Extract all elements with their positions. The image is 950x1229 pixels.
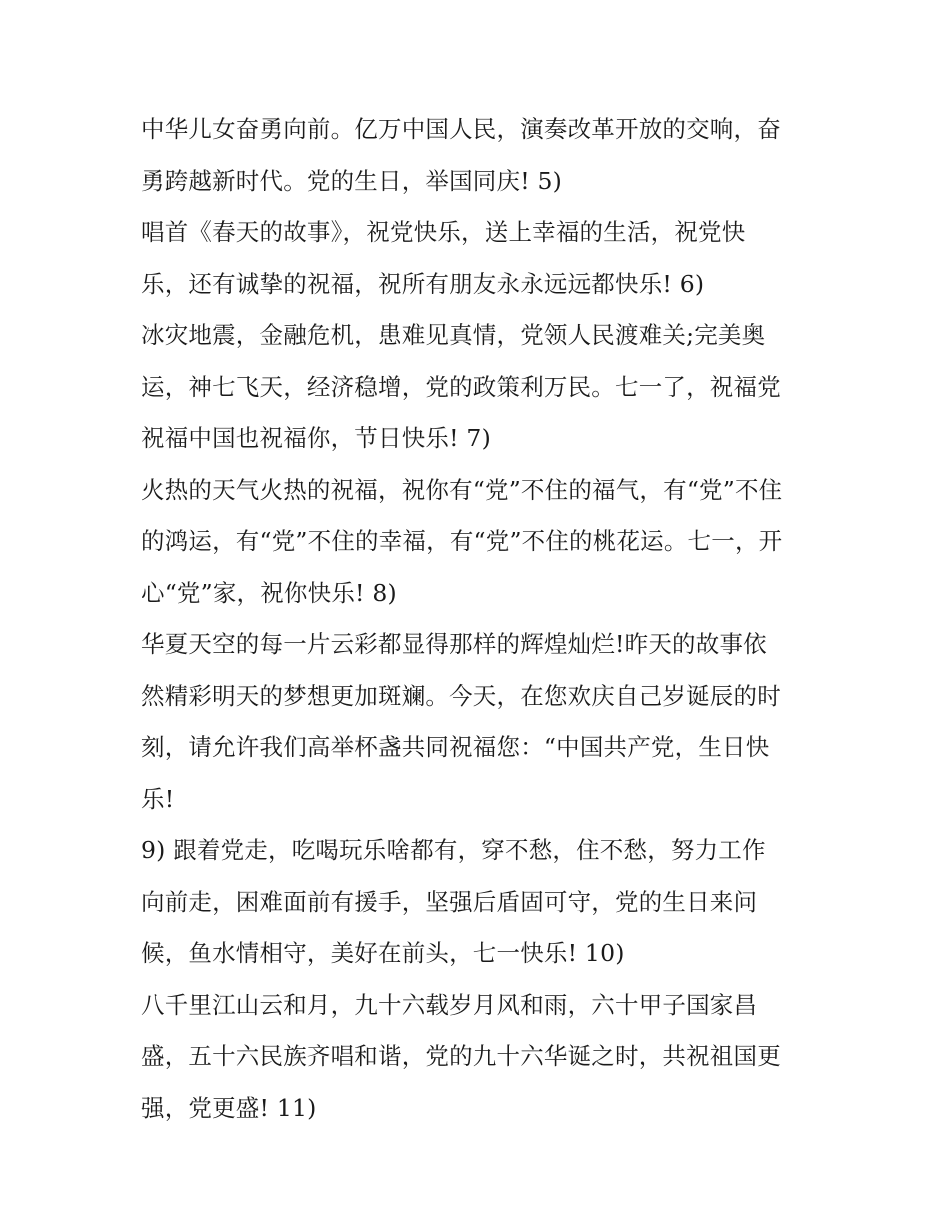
text-line: 祝福中国也祝福你，节日快乐! 7) — [141, 424, 491, 452]
text-line: 刻，请允许我们高举杯盏共同祝福您：“中国共产党，生日快 — [141, 733, 770, 761]
text-line: 中华儿女奋勇向前。亿万中国人民，演奏改革开放的交响，奋 — [141, 115, 781, 143]
text-line: 八千里江山云和月，九十六载岁月风和雨，六十甲子国家昌 — [141, 990, 758, 1019]
text-line: 乐，还有诚挚的祝福，祝所有朋友永永远远都快乐! 6) — [141, 269, 705, 298]
text-line: 运，神七飞天，经济稳增，党的政策利万民。七一了，祝福党 — [141, 372, 781, 401]
text-line: 9) 跟着党走，吃喝玩乐啥都有，穿不愁，住不愁，努力工作 — [141, 836, 766, 864]
text-line: 候，鱼水情相守，美好在前头，七一快乐! 10) — [141, 939, 625, 967]
text-line: 盛，五十六民族齐唱和谐，党的九十六华诞之时，共祝祖国更 — [141, 1042, 781, 1070]
text-line: 向前走，困难面前有援手，坚强后盾固可守，党的生日来问 — [141, 887, 758, 916]
text-line: 的鸿运，有“党”不住的幸福，有“党”不住的桃花运。七一，开 — [141, 527, 783, 555]
text-line: 乐! — [141, 784, 175, 813]
text-line: 心“党”家，祝你快乐! 8) — [141, 578, 397, 607]
text-line: 然精彩明天的梦想更加斑斓。今天，在您欢庆自己岁诞辰的时 — [141, 681, 781, 710]
text-line: 强，党更盛! 11) — [141, 1093, 317, 1122]
text-line: 冰灾地震，金融危机，患难见真情，党领人民渡难关;完美奥 — [141, 321, 766, 349]
text-line: 勇跨越新时代。党的生日，举国同庆! 5) — [141, 166, 563, 195]
text-line: 火热的天气火热的祝福，祝你有“党”不住的福气，有“党”不住 — [141, 475, 783, 504]
text-line: 唱首《春天的故事》，祝党快乐，送上幸福的生活，祝党快 — [141, 218, 746, 246]
document-body — [141, 104, 821, 1134]
text-line: 华夏天空的每一片云彩都显得那样的辉煌灿烂!昨天的故事依 — [141, 630, 767, 658]
